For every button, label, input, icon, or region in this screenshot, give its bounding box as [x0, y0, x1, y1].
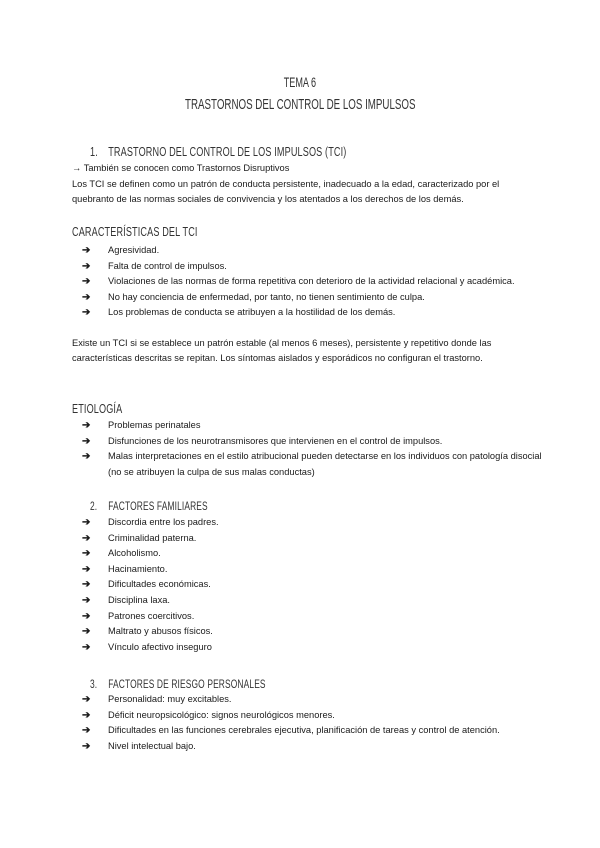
etiologia-heading: ETIOLOGÍA [72, 401, 123, 416]
section-3 [72, 677, 542, 754]
arrow-bullet-icon: ➔ [82, 594, 91, 606]
document-subtitle: TRASTORNOS DEL CONTROL DE LOS IMPULSOS [184, 96, 416, 113]
list-item [72, 708, 542, 724]
list-item-text: Disfunciones de los neurotransmisores que intervienen en el control de impulsos. [108, 435, 443, 446]
list-item [72, 609, 542, 625]
list-item [72, 259, 542, 275]
arrow-bullet-icon: ➔ [82, 435, 91, 447]
list-item [72, 739, 542, 755]
caracteristicas-section [72, 224, 542, 367]
list-item-text: Patrones coercitivos. [108, 610, 195, 621]
list-item [72, 562, 542, 578]
list-item [72, 274, 542, 290]
list-item [72, 243, 542, 259]
arrow-bullet-icon: ➔ [82, 709, 91, 721]
list-item [72, 305, 542, 321]
document-title: TEMA 6 [283, 74, 317, 90]
arrow-bullet-icon: ➔ [82, 517, 91, 528]
list-item [72, 577, 542, 593]
arrow-bullet-icon: ➔ [82, 641, 91, 653]
list-item-text: Dificultades económicas. [108, 579, 211, 590]
arrow-bullet-icon: ➔ [82, 245, 91, 256]
section-1 [72, 144, 542, 208]
arrow-bullet-icon: ➔ [82, 276, 91, 288]
list-item-text: Disciplina laxa. [108, 594, 171, 605]
list-item-text: Criminalidad paterna. [108, 532, 197, 543]
arrow-bullet-icon: ➔ [82, 626, 91, 638]
factores-familiares-list [72, 515, 542, 655]
arrow-bullet-icon: ➔ [82, 610, 91, 622]
list-item-text: Hacinamiento. [108, 563, 168, 574]
list-item [72, 418, 542, 434]
section-1-heading: 1. TRASTORNO DEL CONTROL DE LOS IMPULSOS (TCI) [90, 144, 347, 159]
arrow-bullet-icon: ➔ [82, 451, 91, 463]
caracteristicas-list [72, 243, 542, 321]
list-item-text: Maltrato y abusos físicos. [108, 626, 213, 637]
list-item [72, 593, 542, 609]
list-item-text: Déficit neuropsicológico: signos neurológicos menores. [108, 709, 335, 720]
list-item-text: Personalidad: muy excitables. [108, 694, 232, 704]
arrow-bullet-icon: ➔ [82, 260, 91, 272]
list-item-text: Vínculo afectivo inseguro [108, 641, 212, 652]
etiologia-list [72, 418, 542, 480]
list-item-text: Problemas perinatales [108, 420, 201, 430]
list-item [72, 624, 542, 640]
arrow-bullet-icon: ➔ [82, 420, 91, 431]
section-3-heading: 3. FACTORES DE RIESGO PERSONALES [90, 677, 266, 691]
list-item [72, 531, 542, 547]
list-item-text: Nivel intelectual bajo. [108, 740, 196, 751]
section-2 [72, 499, 542, 655]
list-item-text: Los problemas de conducta se atribuyen a la hostilidad de los demás. [108, 307, 396, 318]
list-item-text: Dificultades en las funciones cerebrales ejecutiva, planificación de tareas y control de atención. [108, 725, 500, 736]
list-item-text: Malas interpretaciones en el estilo atribucional pueden detectarse en los individuos con patología disocial (no se atribuyen la culpa de sus malas conductas) [108, 451, 542, 477]
arrow-bullet-icon: ➔ [82, 563, 91, 575]
list-item [72, 515, 542, 531]
arrow-bullet-icon: ➔ [82, 725, 91, 737]
list-item [72, 723, 542, 739]
list-item-text: Discordia entre los padres. [108, 517, 219, 527]
list-item [72, 640, 542, 656]
arrow-bullet-icon: ➔ [82, 548, 91, 560]
section-2-heading: 2. FACTORES FAMILIARES [90, 499, 208, 513]
list-item-text: Alcoholismo. [108, 548, 161, 559]
list-item-text: No hay conciencia de enfermedad, por tanto, no tienen sentimiento de culpa. [108, 291, 425, 302]
list-item [72, 290, 542, 306]
list-item [72, 546, 542, 562]
arrow-bullet-icon: ➔ [82, 694, 91, 705]
list-item-text: Violaciones de las normas de forma repetitiva con deterioro de la actividad relacional y académica. [108, 276, 515, 287]
section-1-paragraph: Los TCI se definen como un patrón de conducta persistente, inadecuado a la edad, caracterizado por el quebranto de las normas sociales de convivencia y los atentados a los derechos de los demás. [72, 178, 500, 204]
etiologia-section [72, 401, 542, 480]
list-item [72, 434, 542, 450]
arrow-bullet-icon: ➔ [82, 532, 91, 544]
arrow-bullet-icon: ➔ [82, 579, 91, 591]
list-item [72, 692, 542, 708]
factores-riesgo-list [72, 692, 542, 754]
caracteristicas-paragraph: Existe un TCI si se establece un patrón estable (al menos 6 meses), persistente y repetitivo donde las características descritas se repitan. Los síntomas aislados y esporádicos no configuran el trastorno. [72, 337, 492, 364]
arrow-bullet-icon: ➔ [82, 740, 91, 752]
list-item [72, 449, 542, 480]
arrow-bullet-icon: ➔ [82, 307, 91, 319]
list-item-text: Agresividad. [108, 245, 160, 255]
caracteristicas-heading: CARACTERÍSTICAS DEL TCI [72, 224, 198, 239]
list-item-text: Falta de control de impulsos. [108, 260, 227, 271]
section-1-note: → También se conocen como Trastornos Disruptivos [72, 163, 290, 173]
arrow-bullet-icon: ➔ [82, 291, 91, 303]
